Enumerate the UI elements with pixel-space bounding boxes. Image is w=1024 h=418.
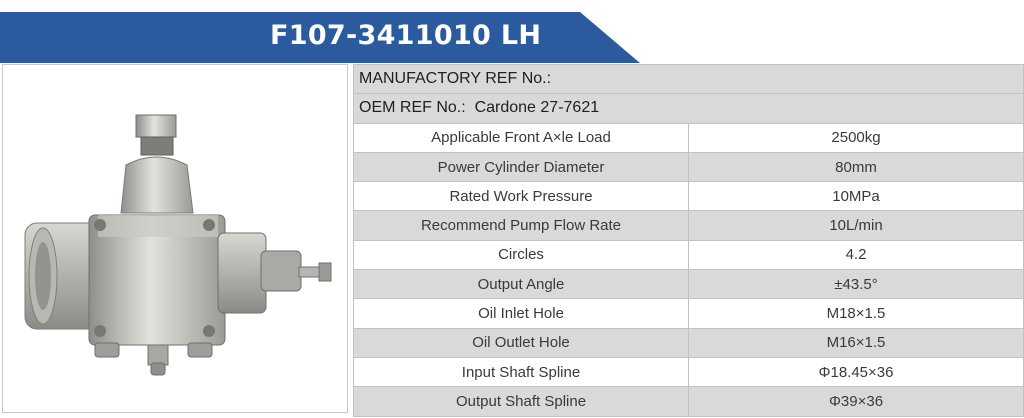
spec-label: Output Angle bbox=[354, 270, 689, 299]
spec-label: Circles bbox=[354, 240, 689, 269]
oem-ref-cell bbox=[354, 94, 1024, 123]
spec-label: Rated Work Pressure bbox=[354, 182, 689, 211]
spec-label: Oil Inlet Hole bbox=[354, 299, 689, 328]
table-row bbox=[354, 240, 1024, 269]
spec-label: Oil Outlet Hole bbox=[354, 328, 689, 357]
spec-label: Input Shaft Spline bbox=[354, 357, 689, 386]
spec-value: Φ18.45×36 bbox=[689, 357, 1024, 386]
spec-label: Power Cylinder Diameter bbox=[354, 152, 689, 181]
spec-value: M16×1.5 bbox=[689, 328, 1024, 357]
table-row bbox=[354, 123, 1024, 152]
steering-gear-image bbox=[3, 65, 349, 414]
spec-value: ±43.5° bbox=[689, 270, 1024, 299]
spec-label: Applicable Front A×le Load bbox=[354, 123, 689, 152]
spec-label: Recommend Pump Flow Rate bbox=[354, 211, 689, 240]
manufactory-ref-row bbox=[354, 65, 1024, 94]
product-photo-frame bbox=[2, 64, 348, 413]
table-row bbox=[354, 211, 1024, 240]
spec-value: 2500kg bbox=[689, 123, 1024, 152]
spec-table bbox=[353, 64, 1024, 417]
spec-value: M18×1.5 bbox=[689, 299, 1024, 328]
spec-value: 80mm bbox=[689, 152, 1024, 181]
spec-value: 10L/min bbox=[689, 211, 1024, 240]
table-row bbox=[354, 328, 1024, 357]
table-row bbox=[354, 152, 1024, 181]
table-row bbox=[354, 182, 1024, 211]
oem-ref-value: Cardone 27-7621 bbox=[474, 99, 600, 117]
product-title: F107-3411010 LH bbox=[270, 20, 542, 51]
table-row bbox=[354, 270, 1024, 299]
spec-value: Φ39×36 bbox=[689, 387, 1024, 416]
table-row bbox=[354, 357, 1024, 386]
manufactory-ref-label: MANUFACTORY REF No.: bbox=[354, 65, 1024, 94]
table-row bbox=[354, 387, 1024, 416]
spec-label: Output Shaft Spline bbox=[354, 387, 689, 416]
table-row bbox=[354, 299, 1024, 328]
oem-ref-row bbox=[354, 94, 1024, 123]
oem-ref-label: OEM REF No.: bbox=[359, 99, 466, 117]
spec-value: 10MPa bbox=[689, 182, 1024, 211]
spec-value: 4.2 bbox=[689, 240, 1024, 269]
